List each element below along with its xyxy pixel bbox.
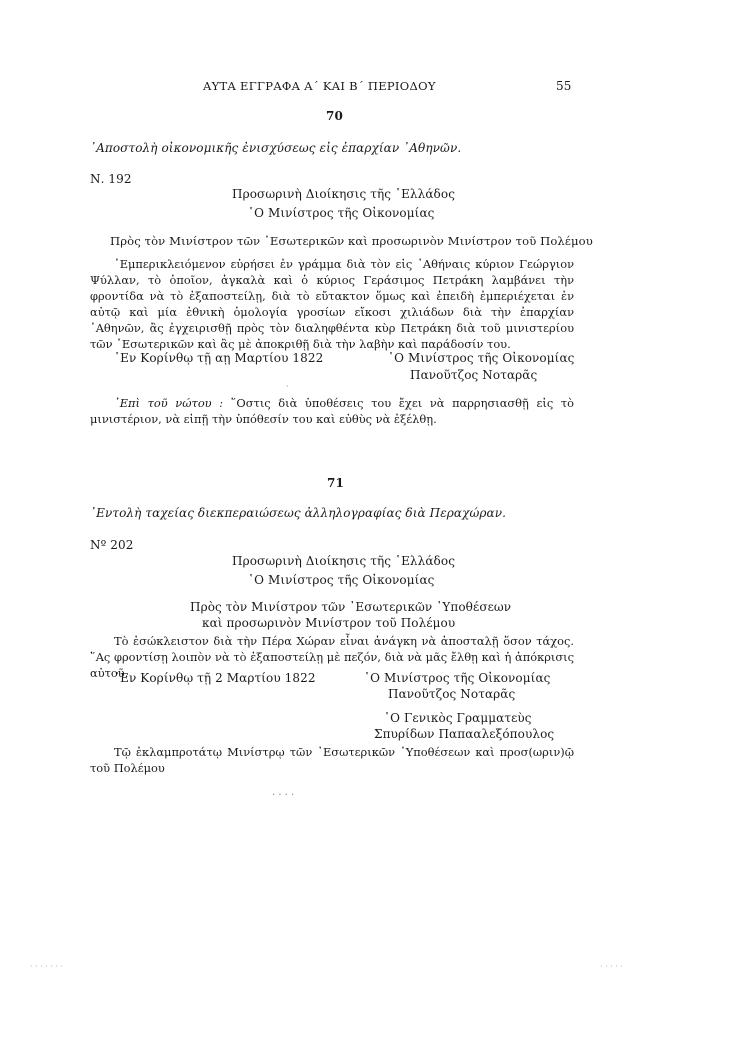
- body-text-70: ᾿Εμπερικλειόμενον εὑρήσει ἐν γράμμα διὰ τὸν εἰς ᾿Αθήναις κύριον Γεώργιον Ψύλλαν, τὸ ὁποῖον, ἀγκαλὰ καὶ ὁ κύριος Γεράσιμος Πετράκη λαμβάνει τὴν φροντίδα νὰ τὸ ἐξαποστείλῃ, διὰ τὸ εὔτακτον ὅμως καὶ ἐπειδὴ ἐμπεριέχεται ἐν αὐτῷ καὶ μία ἐθνικὴ ὁμολογία γροσίων εἴκοσι χιλιάδων διὰ τὴν ἐπαρχίαν ᾿Αθηνῶν, ἂς ἐγχειρισθῇ πρὸς τὸν διαληφθέντα κὺρ Πετράκη διὰ τοῦ μινιστερίου τῶν ᾿Εσωτερικῶν καὶ ἂς μὲ ἀποκριθῇ διὰ τὴν λαβὴν καὶ παράδοσίν του.: [90, 257, 574, 351]
- document-number-70: 70: [326, 109, 343, 123]
- document-number-71: 71: [327, 476, 344, 490]
- endorsement-label: ᾿Επὶ τοῦ νώτου :: [114, 396, 224, 410]
- running-title: ΑΥΤΑ ΕΓΓΡΑΦΑ Α΄ ΚΑΙ Β΄ ΠΕΡΙΟΔΟΥ: [203, 79, 436, 93]
- signer-name-70: Πανοῦτζος Νοταρᾶς: [410, 368, 538, 382]
- scan-speck: ·: [286, 382, 289, 391]
- addressee-70: Πρὸς τὸν Μινίστρον τῶν ᾿Εσωτερικῶν καὶ προσωρινὸν Μινίστρον τοῦ Πολέμου: [110, 234, 593, 248]
- signer-name-71: Πανοῦτζος Νοταρᾶς: [388, 687, 516, 701]
- scan-speck: · · · ·: [272, 790, 295, 801]
- page-number: 55: [556, 79, 572, 93]
- issuer-line-1-71: Προσωρινὴ Διοίκησις τῆς ῾Ελλάδος: [232, 554, 456, 568]
- scan-speck: · · · · · · ·: [30, 962, 64, 971]
- signer-title-70: ῾Ο Μινίστρος τῆς Οἰκονομίας: [388, 351, 575, 365]
- issuer-line-2-71: ῾Ο Μινίστρος τῆς Οἰκονομίας: [248, 573, 435, 587]
- reference-number-70: Ν. 192: [90, 172, 132, 186]
- signer-title-71: ῾Ο Μινίστρος τῆς Οἰκονομίας: [364, 671, 551, 685]
- addressee-line-2-71: καὶ προσωρινὸν Μινίστρον τοῦ Πολέμου: [202, 616, 456, 630]
- document-subject-70: ᾿Αποστολὴ οἰκονομικῆς ἐνισχύσεως εἰς ἐπαρχίαν ᾿Αθηνῶν.: [90, 141, 462, 155]
- endorsement-text: ῞Οστις διὰ ὑποθέσεις του ἔχει νὰ παρρησιασθῇ εἰς τὸ μινιστέριον, νὰ εἰπῇ τὴν ὑπόθεσίν του καὶ εὐθὺς νὰ ἐξέλθῃ.: [90, 396, 575, 426]
- secretary-name-71: Σπυρίδων Παπααλεξόπουλος: [374, 727, 555, 741]
- issuer-line-2-70: ῾Ο Μινίστρος τῆς Οἰκονομίας: [248, 206, 435, 220]
- place-date-71: ᾿Εν Κορίνθῳ τῇ 2 Μαρτίου 1822: [114, 671, 316, 685]
- addressee-line-1-71: Πρὸς τὸν Μινίστρον τῶν ᾿Εσωτερικῶν ῾Υποθέσεων: [190, 600, 512, 614]
- scan-speck: · · · · ·: [600, 962, 623, 971]
- secretary-title-71: ῾Ο Γενικὸς Γραμματεὺς: [384, 711, 532, 725]
- place-date-70: ᾿Εν Κορίνθῳ τῇ αῃ Μαρτίου 1822: [114, 351, 324, 365]
- document-subject-71: ᾿Εντολὴ ταχείας διεκπεραιώσεως ἀλληλογραφίας διὰ Περαχώραν.: [90, 506, 507, 520]
- reference-number-71: Nº 202: [90, 538, 134, 552]
- endorsement-70: [90, 395, 574, 427]
- body-text-71: Τὸ ἐσώκλειστον διὰ τὴν Πέρα Χώραν εἶναι ἀνάγκη νὰ ἀποσταλῇ ὅσον τάχος. ῞Ας φροντίσῃ λοιπὸν νὰ τὸ ἐξαποστείλῃ μὲ πεζόν, διὰ νὰ μᾶς ἔλθῃ καὶ ἡ ἀπόκρισις αὐτοῦ.: [90, 634, 574, 680]
- issuer-line-1-70: Προσωρινὴ Διοίκησις τῆς ῾Ελλάδος: [232, 187, 456, 201]
- address-line-71: Τῷ ἐκλαμπροτάτῳ Μινίστρῳ τῶν ᾿Εσωτερικῶν ῾Υποθέσεων καὶ προσ(ωριν)ῷ τοῦ Πολέμου: [90, 745, 574, 775]
